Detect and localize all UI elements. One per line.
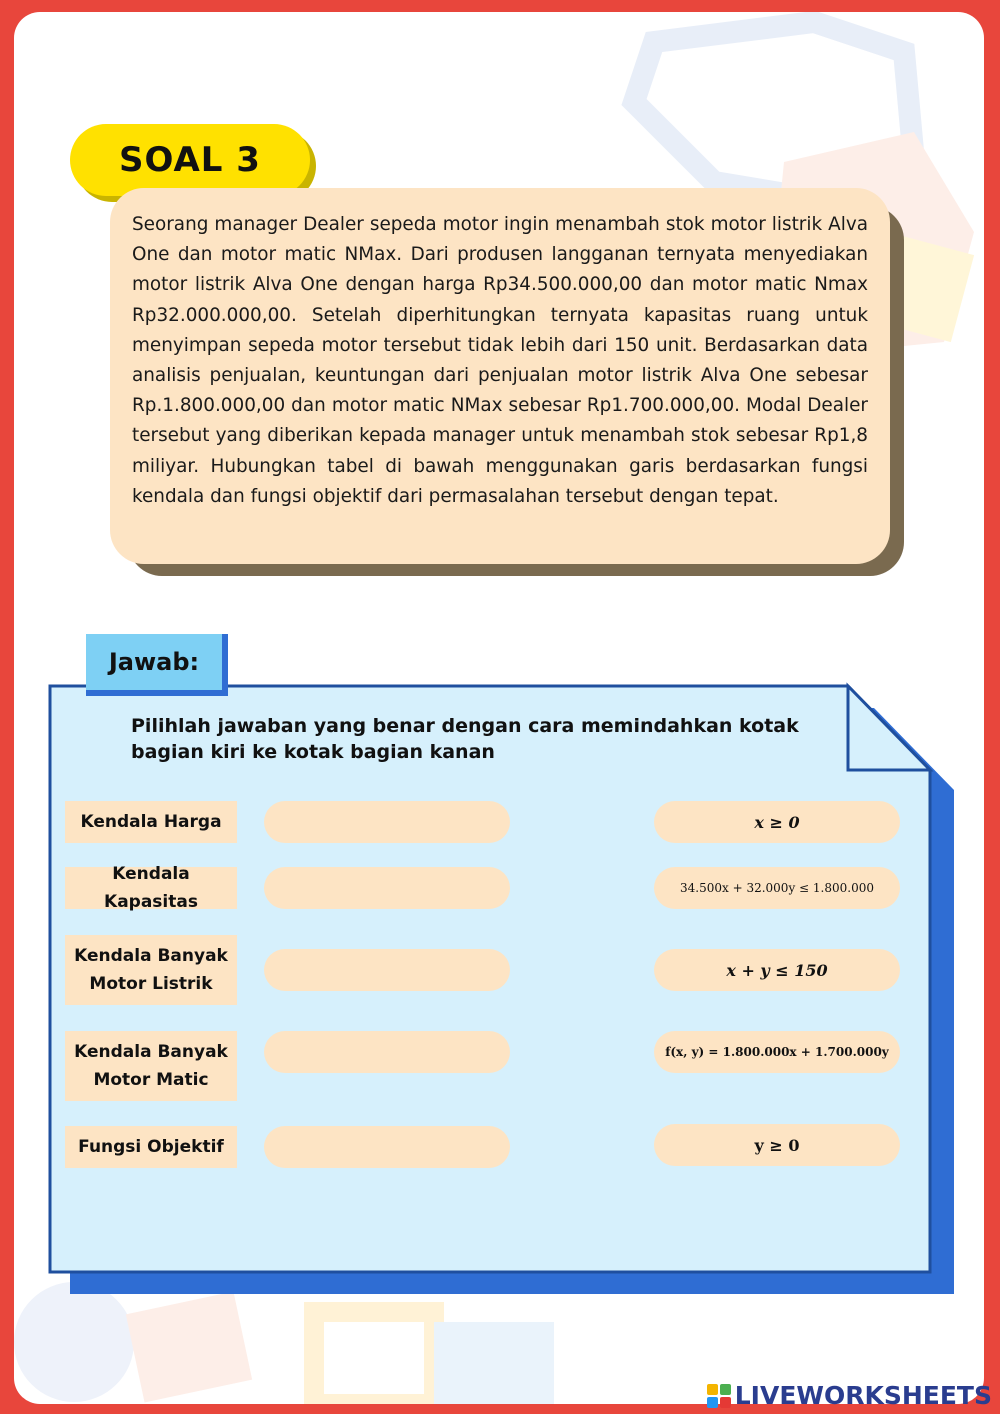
drag-item-label: Motor Listrik: [89, 974, 213, 994]
question-box: [110, 188, 890, 564]
choice-text: x + y ≤ 150: [726, 960, 828, 980]
choice-text: y ≥ 0: [754, 1135, 800, 1155]
drag-item-label: Kendala Harga: [80, 812, 222, 832]
drag-item-label: Motor Matic: [93, 1070, 209, 1090]
choice-x-nonnegative: [654, 801, 900, 843]
liveworksheets-logo-icon: [707, 1384, 731, 1408]
choice-text: x ≥ 0: [754, 812, 800, 832]
instruction-text: Pilihlah jawaban yang benar dengan cara memindahkan kotak bagian kiri ke kotak bagian kanan: [131, 715, 799, 763]
drag-item-label: Fungsi Objektif: [78, 1137, 224, 1157]
jawab-label: Jawab:: [86, 634, 222, 690]
choice-objective-function: [654, 1031, 900, 1073]
drag-item-label: Kendala Banyak: [74, 946, 228, 966]
drop-slot-4[interactable]: [264, 1031, 510, 1073]
drop-slot-1[interactable]: [264, 801, 510, 843]
choice-capacity-constraint: [654, 949, 900, 991]
choice-price-constraint: [654, 867, 900, 909]
choice-text: f(x, y) = 1.800.000x + 1.700.000y: [665, 1045, 889, 1059]
drag-item-kendala-kapasitas[interactable]: [65, 864, 237, 912]
drop-slot-3[interactable]: [264, 949, 510, 991]
choice-y-nonnegative: [654, 1124, 900, 1166]
drag-item-kendala-harga[interactable]: [65, 801, 237, 843]
drag-item-kendala-motor-listrik[interactable]: [65, 935, 237, 1005]
drop-slot-5[interactable]: [264, 1126, 510, 1168]
soal-title: SOAL 3: [70, 124, 310, 196]
drop-slot-2[interactable]: [264, 867, 510, 909]
drag-item-label: Kendala Banyak: [74, 1042, 228, 1062]
jawab-tab: [86, 634, 228, 696]
answer-panel-fold: [848, 686, 930, 770]
drag-item-fungsi-objektif[interactable]: [65, 1126, 237, 1168]
drag-item-label: Kendala Kapasitas: [104, 864, 198, 912]
question-text: Seorang manager Dealer sepeda motor ingin menambah stok motor listrik Alva One dan motor matic NMax. Dari produsen langganan ternyata menyediakan motor listrik Alva One dengan harga Rp34.500.000,00 dan motor matic Nmax Rp32.000.000,00. Setelah diperhitungkan ternyata kapasitas ruang untuk menyimpan sepeda motor tersebut tidak lebih dari 150 unit. Berdasarkan data analisis penjualan, keuntungan dari penjualan motor listrik Alva One sebesar Rp.1.800.000,00 dan motor matic NMax sebesar Rp1.700.000,00. Modal Dealer tersebut yang diberikan kepada manager untuk menambah stok sebesar Rp1,8 miliyar. Hubungkan tabel di bawah menggunakan garis berdasarkan fungsi kendala dan fungsi objektif dari permasalahan tersebut dengan tepat.: [132, 214, 868, 507]
choice-text: 34.500x + 32.000y ≤ 1.800.000: [680, 881, 874, 895]
liveworksheets-brand: [707, 1381, 992, 1410]
drag-item-kendala-motor-matic[interactable]: [65, 1031, 237, 1101]
brand-name: LIVEWORKSHEETS: [734, 1381, 992, 1410]
